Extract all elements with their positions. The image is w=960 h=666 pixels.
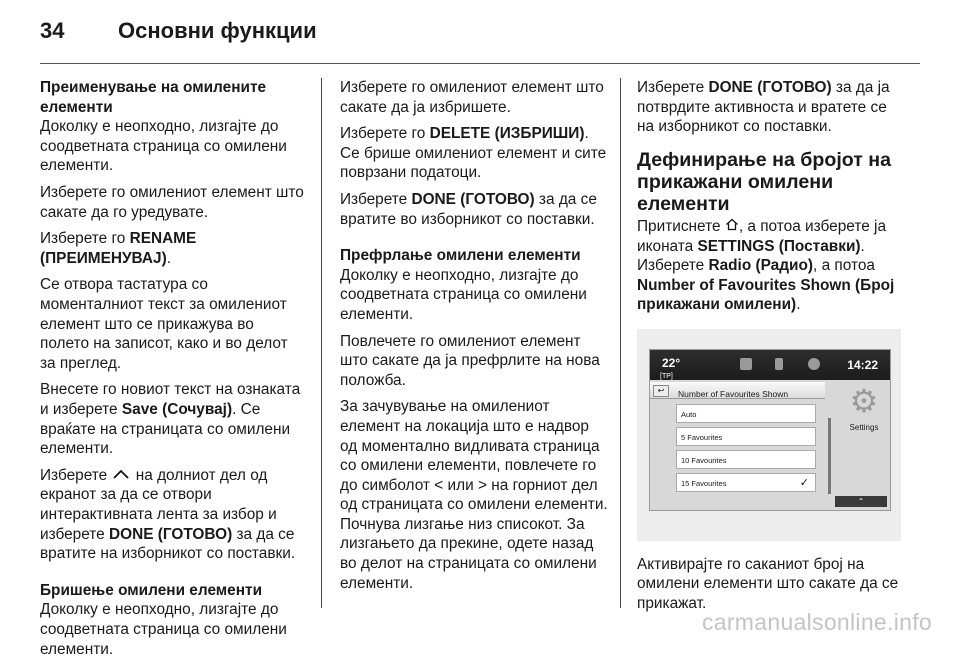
bold-term: DONE (ГОТОВО) <box>708 79 832 96</box>
text: Притиснете <box>637 217 725 235</box>
bold-term: RENAME (ПРЕИМЕНУВАЈ) <box>40 230 197 267</box>
paragraph <box>340 397 608 593</box>
option-label: 15 Favourites <box>681 478 727 488</box>
option-5-favourites[interactable]: 5 Favourites <box>676 427 816 446</box>
status-bar <box>650 350 890 380</box>
chevron-left-icon: < <box>434 476 444 494</box>
bold-term: Save (Сочувај) <box>121 400 233 418</box>
paragraph <box>637 78 905 137</box>
text: , а потоа изберете ја иконата <box>637 217 887 255</box>
settings-label: Settings <box>849 422 879 432</box>
media-icon[interactable] <box>775 358 783 370</box>
option-15-favourites[interactable] <box>676 473 816 492</box>
watermark: carmanualsonline.info <box>701 609 932 635</box>
paragraph: Активирајте го саканиот број на омилени елементи што сакате да се прикажат. <box>637 555 899 613</box>
section-heading-rename: Преименување на омилените елементи <box>40 79 267 116</box>
chevron-up-icon <box>111 466 131 486</box>
page-number: 34 <box>40 18 65 43</box>
paragraph: Доколку е неопходно, лизгајте до соодветната страница со омилени елементи. <box>40 118 287 175</box>
option-auto[interactable]: Auto <box>676 404 816 423</box>
text: Изберете го <box>340 125 430 143</box>
clock: 14:22 <box>847 357 878 372</box>
text: . Се враќате на страницата со омилени елементи. <box>40 400 291 458</box>
paragraph: Доколку е неопходно, лизгајте до соодветната страница со омилени елементи. <box>40 601 287 658</box>
column-3 <box>637 78 905 621</box>
gear-icon: ⚙ <box>849 382 879 419</box>
menu-header <box>650 382 825 399</box>
text: . Изберете <box>637 237 865 275</box>
section-heading-move: Префрлање омилени елементи <box>340 247 581 265</box>
bold-term: DONE (ГОТОВО) <box>411 190 535 208</box>
bold-term: DONE (ГОТОВО) <box>109 525 233 543</box>
infotainment-screenshot <box>637 329 901 541</box>
paragraph <box>340 190 608 229</box>
bold-term: DELETE (ИЗБРИШИ) <box>429 125 585 143</box>
column-divider <box>620 78 621 608</box>
text: За зачувување на омилениот елемент на локација што е надвор од моментално видливата страница со омилени елементи, повлечете го до симболот <box>340 398 600 494</box>
text: . Се брише омилениот елемент и сите поврзани податоци. <box>340 125 607 182</box>
phone-icon[interactable] <box>740 358 752 370</box>
text: за да се вратите во изборникот со поставки. <box>340 190 597 228</box>
option-10-favourites[interactable]: 10 Favourites <box>676 450 816 469</box>
text: за да се вратите на изборникот со поставки. <box>40 525 296 563</box>
column-divider <box>321 78 322 608</box>
paragraph: Изберете го омилениот елемент што сакате да ја избришете. <box>340 79 604 116</box>
bold-term: Number of Favourites Shown (Број прикажани омилени) <box>637 276 895 314</box>
text: или <box>443 476 478 494</box>
paragraph <box>637 217 905 315</box>
page-title: Основни функции <box>118 18 317 43</box>
tp-indicator: [TP] <box>660 372 673 380</box>
menu-title: Number of Favourites Shown <box>678 388 789 399</box>
text: Изберете <box>637 79 709 96</box>
bold-term: Radio (Радио) <box>708 257 814 275</box>
section-heading-delete: Бришење омилени елементи <box>40 581 263 599</box>
check-icon: ✓ <box>799 476 809 489</box>
bold-term: SETTINGS (Поставки) <box>697 237 861 255</box>
text: за да ја потврдите активноста и вратете се на изборникот со поставки. <box>637 79 890 136</box>
scrollbar[interactable] <box>828 418 831 494</box>
temperature: 22° <box>662 355 681 370</box>
paragraph <box>40 466 306 564</box>
text: Изберете го <box>40 230 130 248</box>
paragraph <box>40 380 306 458</box>
text: на горниот дел од страницата со омилени елементи. Почнува лизгање низ списокот. За лизгањето да прекине, одете назад во делот на страницата со омилени елементи. <box>340 476 608 592</box>
back-icon[interactable]: ↩ <box>653 385 669 397</box>
text: Внесете го новиот текст на ознаката и изберете <box>40 381 301 418</box>
section-heading-define: Дефинирање на бројот на прикажани омилени елементи <box>637 148 892 215</box>
text: Изберете <box>40 466 112 484</box>
chevron-up-icon[interactable]: ⌃ <box>835 496 887 507</box>
paragraph: Доколку е неопходно, лизгајте до соодветната страница со омилени елементи. <box>340 266 587 323</box>
text: . <box>166 249 171 267</box>
text: , а потоа <box>813 257 875 275</box>
text: . <box>796 296 801 314</box>
settings-tile[interactable] <box>842 384 886 438</box>
record-icon[interactable] <box>808 358 820 370</box>
chevron-right-icon: > <box>478 476 487 494</box>
column-2 <box>340 78 608 600</box>
paragraph: Изберете го омилениот елемент што сакате да го уредувате. <box>40 183 304 221</box>
page-header <box>40 18 317 48</box>
display-screen <box>649 349 891 511</box>
text: на долниот дел од екранот за да се отвори интерактивната лента за избор и изберете <box>40 466 277 543</box>
text: Изберете <box>340 190 412 208</box>
paragraph: Се отвора тастатура со моменталниот текст за омилениот елемент што се прикажува во полето на записот, како и во делот за преглед. <box>40 276 288 372</box>
home-icon <box>725 217 739 237</box>
paragraph <box>40 229 306 268</box>
paragraph: Повлечете го омилениот елемент што сакате да ја префрлите на нова положба. <box>340 332 600 389</box>
paragraph <box>340 124 608 183</box>
column-1 <box>40 78 306 666</box>
header-divider <box>40 63 920 64</box>
